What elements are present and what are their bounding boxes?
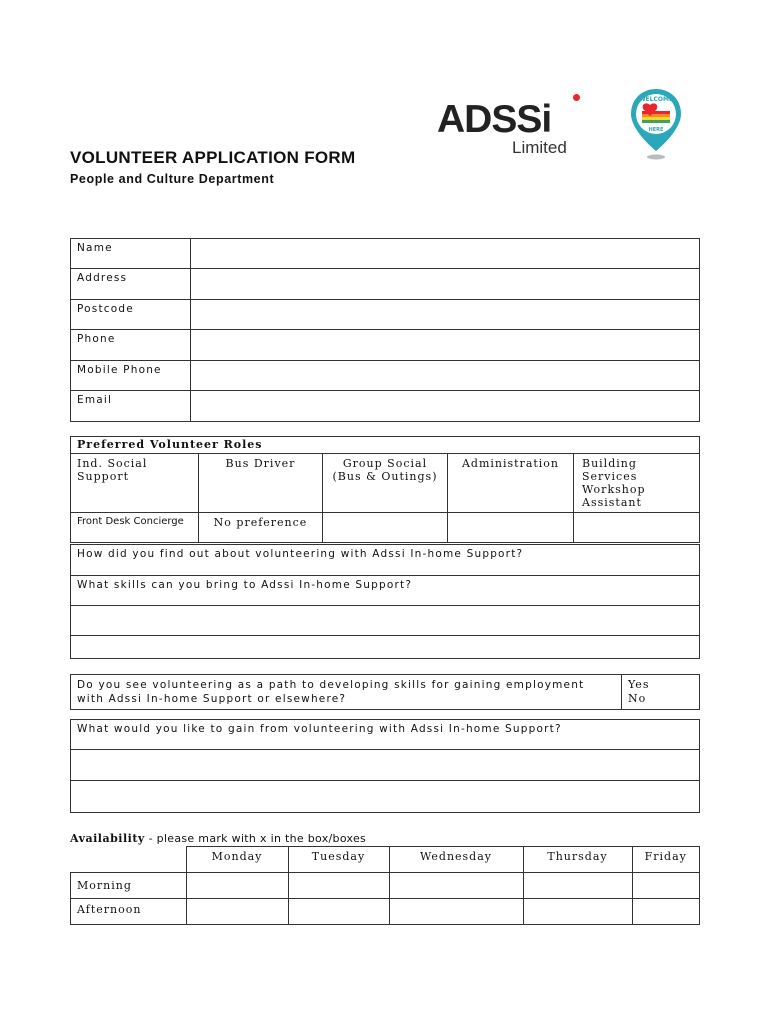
gain-question-table [70, 719, 700, 813]
role-group-social[interactable]: Group Social (Bus & Outings) [323, 454, 448, 513]
badge-text-top: WELCOME [638, 96, 674, 103]
form-subtitle: People and Culture Department [70, 172, 275, 186]
day-friday: Friday [632, 847, 700, 873]
availability-cell[interactable] [523, 899, 632, 925]
availability-cell[interactable] [523, 873, 632, 899]
roles-heading: Preferred Volunteer Roles [71, 437, 700, 454]
availability-cell[interactable] [389, 899, 523, 925]
badge-text-bottom: HERE [648, 127, 664, 133]
availability-cell[interactable] [632, 899, 700, 925]
logo-dot [573, 94, 580, 101]
question-skills: What skills can you bring to Adssi In-home Support? [71, 576, 700, 606]
gain-answer-line[interactable] [71, 781, 700, 813]
location-pin-icon [628, 87, 684, 163]
availability-instruction: - please mark with x in the box/boxes [144, 832, 367, 845]
skills-answer-line[interactable] [71, 636, 700, 659]
availability-table [70, 846, 700, 925]
yes-no-options[interactable] [622, 675, 700, 710]
slot-morning: Morning [71, 873, 187, 899]
slot-afternoon: Afternoon [71, 899, 187, 925]
option-no[interactable]: No [628, 692, 647, 705]
field-label-postcode: Postcode [71, 300, 191, 330]
postcode-input[interactable] [191, 300, 700, 330]
availability-label: Availability [70, 832, 145, 845]
role-no-preference[interactable]: No preference [199, 513, 323, 543]
form-title: VOLUNTEER APPLICATION FORM [70, 148, 356, 167]
question-employment-path: Do you see volunteering as a path to developing skills for gaining employment with Adssi In-home Support or elsewhere? [71, 675, 622, 710]
preferred-roles-table [70, 436, 700, 543]
availability-cell[interactable] [288, 873, 389, 899]
phone-input[interactable] [191, 330, 700, 361]
availability-corner [71, 847, 187, 873]
field-label-phone: Phone [71, 330, 191, 361]
questions-table [70, 544, 700, 659]
welcome-here-badge [628, 87, 684, 167]
address-input[interactable] [191, 269, 700, 300]
availability-cell[interactable] [186, 899, 288, 925]
name-input[interactable] [191, 239, 700, 269]
personal-details-table [70, 238, 700, 422]
option-yes[interactable]: Yes [628, 678, 650, 691]
availability-cell[interactable] [389, 873, 523, 899]
role-bus-driver[interactable]: Bus Driver [199, 454, 323, 513]
skills-answer-line[interactable] [71, 606, 700, 636]
availability-cell[interactable] [186, 873, 288, 899]
day-monday: Monday [186, 847, 288, 873]
role-ind-social-support[interactable]: Ind. Social Support [71, 454, 199, 513]
day-thursday: Thursday [523, 847, 632, 873]
field-label-name: Name [71, 239, 191, 269]
mobile-phone-input[interactable] [191, 361, 700, 391]
adssi-logo [437, 98, 567, 157]
employment-question-table [70, 674, 700, 710]
role-administration[interactable]: Administration [448, 454, 574, 513]
role-front-desk-concierge[interactable]: Front Desk Concierge [71, 513, 199, 543]
availability-cell[interactable] [288, 899, 389, 925]
email-input[interactable] [191, 391, 700, 422]
field-label-email: Email [71, 391, 191, 422]
logo-subtext: Limited [512, 138, 567, 157]
role-empty-cell[interactable] [323, 513, 448, 543]
question-gain: What would you like to gain from volunteering with Adssi In-home Support? [71, 720, 700, 750]
field-label-address: Address [71, 269, 191, 300]
question-find-out: How did you find out about volunteering with Adssi In-home Support? [71, 545, 700, 576]
role-building-services[interactable]: Building Services Workshop Assistant [574, 454, 700, 513]
gain-answer-line[interactable] [71, 750, 700, 781]
role-empty-cell[interactable] [448, 513, 574, 543]
availability-heading [70, 832, 366, 845]
role-empty-cell[interactable] [574, 513, 700, 543]
availability-cell[interactable] [632, 873, 700, 899]
field-label-mobile: Mobile Phone [71, 361, 191, 391]
day-wednesday: Wednesday [389, 847, 523, 873]
logo-wordmark: ADSSi [437, 98, 552, 141]
day-tuesday: Tuesday [288, 847, 389, 873]
